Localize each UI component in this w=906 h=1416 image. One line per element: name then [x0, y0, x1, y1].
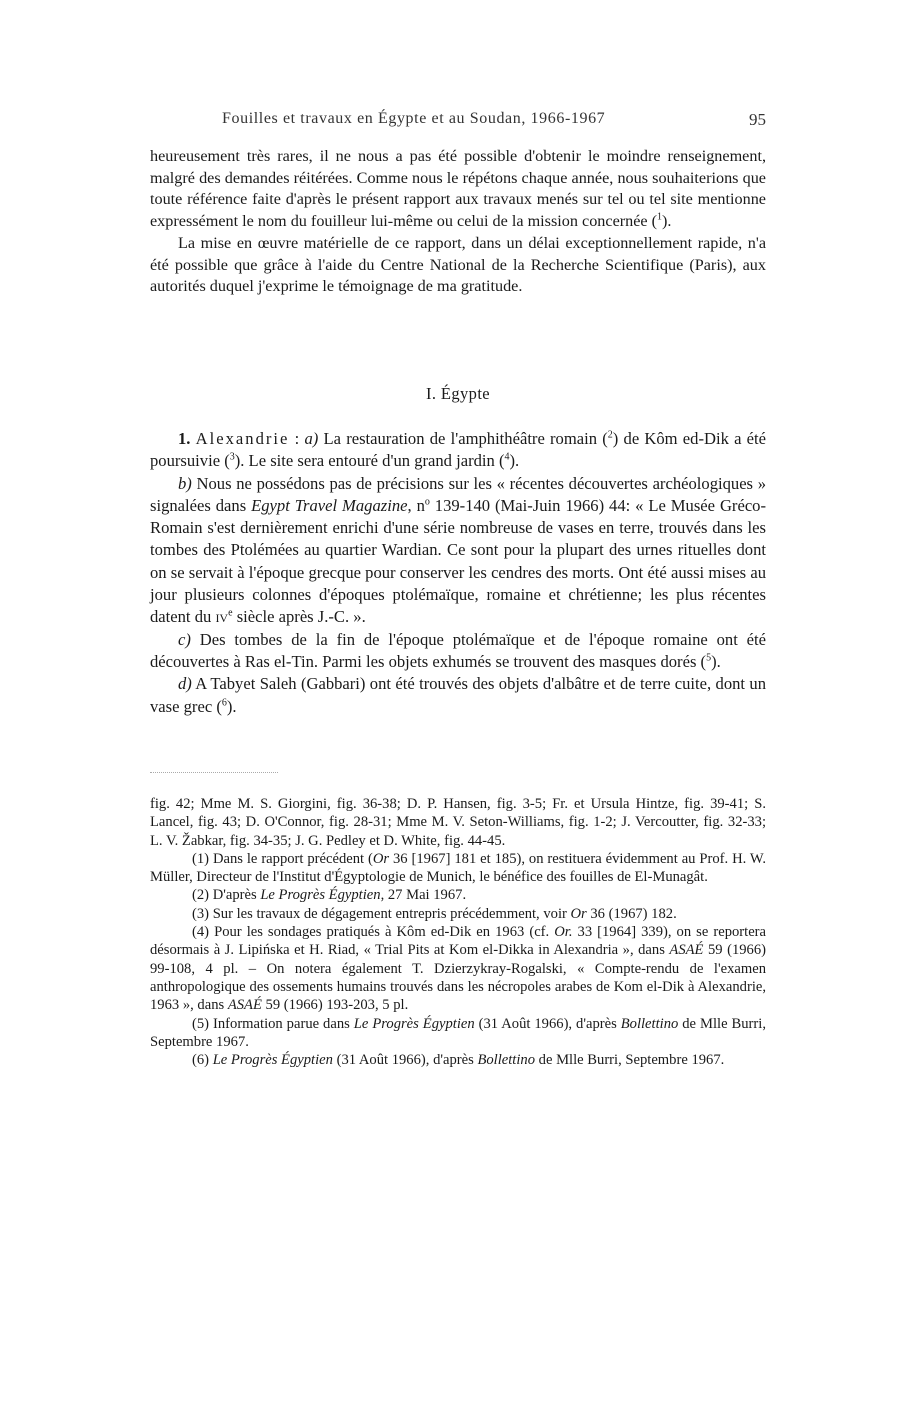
- item-text: siècle après J.-C. ».: [232, 607, 366, 627]
- intro-paragraph-1: [150, 146, 766, 233]
- item-text: Nous ne possédons pas de précisions sur les « récentes découvertes archéologiques » signalées dans: [150, 473, 766, 515]
- intro-paragraph-2: La mise en œuvre matérielle de ce rapport, dans un délai exceptionnellement rapide, n'a été possible que grâce à l'aide du Centre National de la Recherche Scientifique (Paris), aux autorités duquel j'exprime le témoignage de ma gratitude.: [150, 233, 766, 296]
- journal-abbrev: ASAÉ: [227, 997, 262, 1014]
- footnote-number: 6: [196, 1052, 205, 1069]
- item-text: 139-140 (Mai-Juin 1966) 44: « Le Musée Gréco-Romain s'est dernièrement enrichi d'une série nombreuse de vases en terre, trouvés dans les tombes des Ptolémées au quartier Wardian. Ce sont pour la plupart des urnes rituelles dont on se servait à l'époque grecque pour conserver les cendres des morts. Ont été aussi mises au jour plusieurs colonnes d'époques ptolémaïque, romaine et chrétienne; les plus récentes datent du: [150, 495, 767, 627]
- section-title: I. Égypte: [425, 384, 491, 403]
- journal-title: Bollettino: [620, 1015, 679, 1032]
- footnote-number: 5: [196, 1015, 205, 1032]
- journal-title: Le Progrès Égyptien: [353, 1015, 475, 1032]
- intro-text-1: heureusement très rares, il ne nous a pas été possible d'obtenir le moindre renseignement, malgré des demandes réitérées. Comme nous le répétons chaque année, nous souhaiterions que toute référence faite d'après le présent rapport aux travaux menés sur tel ou tel site mentionne expressément le nom du fouilleur lui-même ou celui de la mission concernée (: [150, 147, 766, 231]
- item-text: A Tabyet Saleh (Gabbari) ont été trouvés des objets d'albâtre et de terre cuite, dont un vase grec (: [150, 674, 766, 716]
- item-label-a: a): [304, 429, 319, 448]
- footnote-ref: 1: [657, 211, 663, 223]
- item-text: ).: [711, 651, 721, 671]
- entry-paragraph-b: [150, 473, 766, 629]
- item-text: ).: [226, 696, 237, 716]
- entry-paragraph-d: [150, 673, 766, 718]
- footnote-ref: 5: [706, 652, 712, 664]
- footnote-4: (4) Pour les sondages pratiqués à Kôm ed-Dik en 1963 (cf. Or. 33 [1964] 339), on se reportera désormais à J. Lipińska et H. Riad, « Trial Pits at Kom el-Dikka in Alexandria », dans ASAÉ 59 (1966) 99-108, 4 pl. – On notera également T. Dzierzykray-Rogalski, « Compte-rendu de l'examen anthropologique des ossements humains trouvés dans les nécropoles arabes de Kom el-Dik à Alexandrie, 1963 », dans ASAÉ 59 (1966) 193-203, 5 pl.: [150, 924, 767, 1014]
- footnote-number: 3: [196, 905, 205, 922]
- page-header: [150, 110, 766, 134]
- century-numeral: iv: [215, 607, 229, 627]
- magazine-title: Egypt Travel Magazine: [251, 495, 408, 515]
- footnote-2: (2) D'après Le Progrès Égyptien, 27 Mai 1967.: [192, 887, 467, 904]
- journal-abbrev: Or: [372, 850, 390, 867]
- footnote-text: 33 [1964] 339), on se reportera désormais à J. Lipińska et H. Riad, « Trial Pits at Kom el-Dikka in Alexandria », dans: [150, 924, 767, 959]
- footnote-text: Pour les sondages pratiqués à Kôm ed-Dik en 1963 (cf.: [209, 924, 555, 941]
- footnote-ref: 6: [221, 697, 227, 709]
- footnote-text: Information parue dans: [209, 1015, 354, 1032]
- footnote-text: D'après: [209, 887, 261, 904]
- footnote-text: 36 [1967] 181 et 185), on restituera évidemment au Prof. H. W. Müller, Directeur de l'Institut d'Égyptologie de Munich, le bénéfice des fouilles de El-Munagât.: [150, 850, 767, 886]
- item-text: ).: [509, 451, 520, 471]
- item-text: La restauration de l'amphithéâtre romain (: [318, 429, 608, 448]
- running-title: Fouilles et travaux en Égypte et au Soudan, 1966-1967: [222, 110, 606, 127]
- journal-abbrev: Or: [570, 905, 587, 922]
- footnote-text: Sur les travaux de dégagement entrepris précédemment, voir: [209, 905, 571, 922]
- footnote-1: (1) Dans le rapport précédent (Or 36 [1967] 181 et 185), on restituera évidemment au Prof. H. W. Müller, Directeur de l'Institut d'Égyptologie de Munich, le bénéfice des fouilles de El-Munagât.: [150, 850, 767, 886]
- footnote-ref: 2: [607, 429, 613, 441]
- entry-alexandrie: [150, 428, 766, 718]
- item-label-c: c): [178, 629, 191, 649]
- footnote-text: Dans le rapport précédent (: [209, 850, 373, 867]
- numero-sup: o: [424, 496, 430, 508]
- entry-number: 1.: [178, 429, 191, 448]
- item-text: , n: [407, 495, 425, 515]
- footnote-3: (3) Sur les travaux de dégagement entrepris précédemment, voir Or 36 (1967) 182.: [192, 905, 677, 922]
- item-label-d: d): [178, 674, 192, 694]
- journal-title: Bollettino: [477, 1052, 535, 1069]
- footnote-text: (31 Août 1966), d'après: [474, 1015, 621, 1032]
- footnote-text: (31 Août 1966), d'après: [332, 1052, 478, 1069]
- footnote-6: (6) Le Progrès Égyptien (31 Août 1966), d'après Bollettino de Mlle Burri, Septembre 1967.: [192, 1052, 725, 1069]
- footnote-number: 4: [196, 924, 205, 941]
- footnote-text: 59 (1966) 99-108, 4 pl. – On notera également T. Dzierzykray-Rogalski, « Compte-rendu de l'examen anthropologique des ossements humains trouvés dans les nécropoles arabes de Kom el-Dik à Alexandrie, 1963 », dans: [150, 942, 766, 1014]
- footnote-ref: 3: [229, 451, 235, 463]
- footnote-text: de Mlle Burri, Septembre 1967.: [535, 1052, 725, 1069]
- entry-paragraph-a: [150, 428, 766, 473]
- intro-block: [150, 146, 766, 298]
- entry-colon: :: [289, 429, 305, 448]
- entry-paragraph-c: [150, 629, 766, 674]
- item-text: ). Le site sera entouré d'un grand jardin (: [234, 451, 505, 471]
- footnote-continuation: fig. 42; Mme M. S. Giorgini, fig. 36-38; D. P. Hansen, fig. 3-5; Fr. et Ursula Hintze, fig. 39-41; S. Lancel, fig. 43; D. O'Connor, fig. 28-31; Mme M. V. Seton-Williams, fig. 1-2; J. Vercoutter, fig. 32-33; L. V. Žabkar, fig. 34-35; J. G. Pedley et D. White, fig. 44-45.: [150, 796, 766, 849]
- item-text: ) de Kôm ed-Dik a été poursuivie (: [150, 429, 767, 471]
- journal-title: Le Progrès Égyptien: [212, 1052, 333, 1069]
- intro-text-1-end: ).: [662, 212, 672, 231]
- footnote-text: 36 (1967) 182.: [586, 905, 677, 922]
- century-sup: e: [228, 607, 233, 619]
- footnote-ref: 4: [504, 451, 510, 463]
- footnote-number: 2: [196, 887, 205, 904]
- footnote-text: de Mlle Burri, Septembre 1967.: [150, 1015, 766, 1050]
- footnote-text: , 27 Mai 1967.: [380, 887, 467, 904]
- footnote-text: 59 (1966) 193-203, 5 pl.: [261, 997, 409, 1014]
- footnotes-block: [150, 795, 766, 1069]
- entry-place: Alexandrie: [195, 429, 290, 448]
- journal-title: Le Progrès Égyptien: [260, 887, 381, 904]
- footnote-separator: [150, 772, 278, 773]
- footnote-5: (5) Information parue dans Le Progrès Égyptien (31 Août 1966), d'après Bollettino de Mlle Burri, Septembre 1967.: [150, 1015, 766, 1050]
- footnote-number: 1: [196, 850, 205, 867]
- journal-abbrev: Or.: [554, 924, 573, 941]
- item-text: Des tombes de la fin de l'époque ptolémaïque et de l'époque romaine ont été découvertes à Ras el-Tin. Parmi les objets exhumés se trouvent des masques dorés (: [150, 629, 766, 671]
- journal-abbrev: ASAÉ: [669, 942, 704, 959]
- page-number: 95: [749, 110, 766, 129]
- item-label-b: b): [178, 473, 192, 493]
